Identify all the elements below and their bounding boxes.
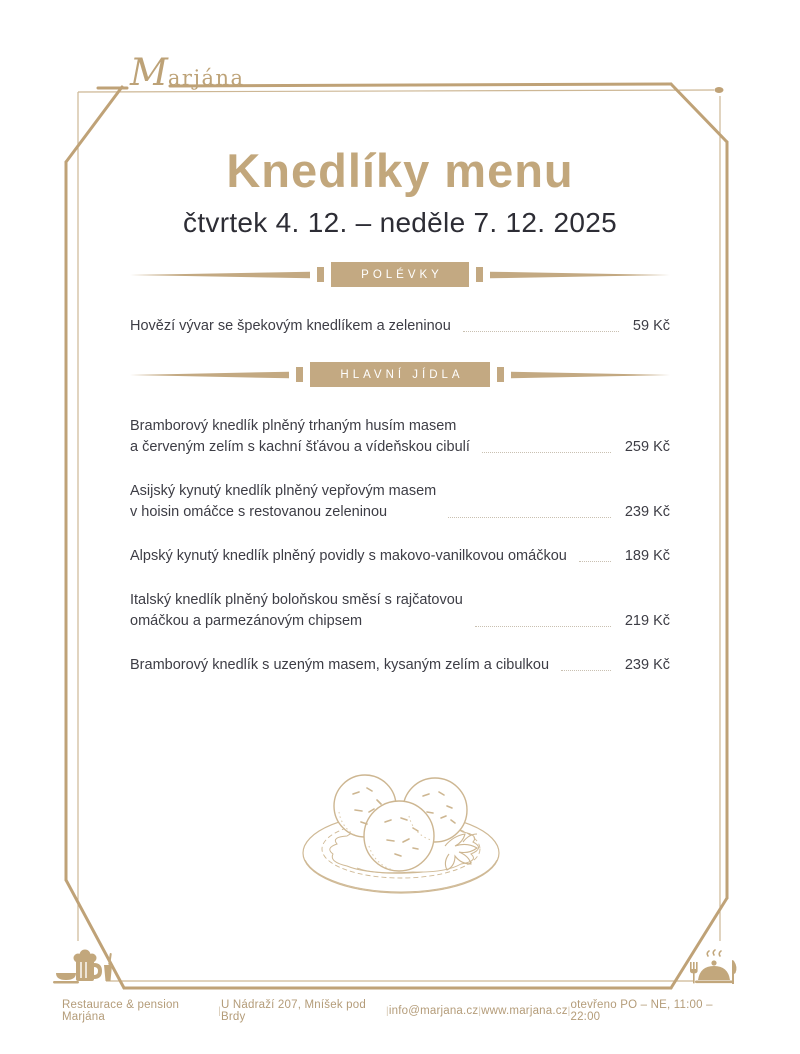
right-taper-line xyxy=(511,371,670,379)
footer-separator: | xyxy=(386,1005,389,1017)
menu-item-row xyxy=(130,590,670,632)
item-price: 219 Kč xyxy=(624,613,670,629)
right-taper-line xyxy=(490,271,670,279)
item-name: Bramborový knedlík s uzeným masem, kysaným zelím a cibulkou xyxy=(130,657,550,673)
item-price: 239 Kč xyxy=(624,504,670,520)
item-name: Italský knedlík plněný boloňskou směsí s rajčatovou omáčkou a parmezánovým chipsem xyxy=(130,592,463,629)
item-name: Bramborový knedlík plněný trhaným husím masem a červeným zelím s kachní šťávou a vídeňskou cibulí xyxy=(130,418,470,455)
item-price: 59 Kč xyxy=(632,318,670,334)
menu-section xyxy=(130,362,670,676)
menu-section xyxy=(130,262,670,337)
footer-row xyxy=(0,999,800,1023)
dotted-leader xyxy=(482,452,611,453)
footer-item: otevřeno PO – NE, 11:00 – 22:00 xyxy=(570,999,713,1023)
left-square-ornament xyxy=(296,367,303,382)
logo-text: arjána xyxy=(167,66,245,90)
footer-separator: | xyxy=(478,1005,482,1017)
footer-item: Restaurace & pension Marjána xyxy=(62,999,180,1023)
section-items xyxy=(130,416,670,676)
left-taper-line xyxy=(130,371,289,379)
page-title: Knedlíky menu xyxy=(226,144,574,197)
frame-dot xyxy=(715,87,724,93)
menu-item-row xyxy=(130,655,670,676)
left-taper-line xyxy=(130,271,310,279)
item-price: 259 Kč xyxy=(624,439,670,455)
item-name: Hovězí vývar se špekovým knedlíkem a zeleninou xyxy=(130,318,451,334)
section-label: POLÉVKY xyxy=(331,262,469,287)
footer-item: www.marjana.cz xyxy=(481,1005,568,1017)
item-name: Asijský kynutý knedlík plněný vepřovým masem v hoisin omáčce s restovanou zeleninou xyxy=(130,483,437,520)
item-price: 239 Kč xyxy=(624,657,670,673)
item-name: Alpský kynutý knedlík plněný povidly s makovo-vanilkovou omáčkou xyxy=(130,548,567,564)
date-range: čtvrtek 4. 12. – neděle 7. 12. 2025 xyxy=(183,207,617,238)
right-square-ornament xyxy=(476,267,483,282)
section-header xyxy=(130,362,670,387)
logo-initial: M xyxy=(130,51,168,94)
menu-item-row xyxy=(130,416,670,458)
section-label: HLAVNÍ JÍDLA xyxy=(310,362,489,387)
menu-item-row xyxy=(130,316,670,337)
beer-mugs-icon xyxy=(52,947,118,989)
dotted-leader xyxy=(475,626,611,627)
dotted-leader xyxy=(579,561,611,562)
menu xyxy=(130,262,670,699)
section-items xyxy=(130,316,670,337)
dotted-leader xyxy=(561,670,611,671)
footer-item: U Nádraží 207, Mníšek pod Brdy xyxy=(220,999,366,1023)
dumplings-plate-illustration xyxy=(295,750,507,902)
dotted-leader xyxy=(463,331,619,332)
section-header xyxy=(130,262,670,287)
menu-item-row xyxy=(130,546,670,567)
footer-separator: | xyxy=(218,1005,221,1017)
restaurant-logo xyxy=(130,51,245,94)
dotted-leader xyxy=(448,517,611,518)
footer-item: info@marjana.cz xyxy=(388,1005,479,1017)
footer-separator: | xyxy=(567,1005,571,1017)
item-price: 189 Kč xyxy=(624,548,670,564)
right-square-ornament xyxy=(497,367,504,382)
cloche-icon xyxy=(684,948,744,988)
menu-item-row xyxy=(130,481,670,523)
left-square-ornament xyxy=(317,267,324,282)
